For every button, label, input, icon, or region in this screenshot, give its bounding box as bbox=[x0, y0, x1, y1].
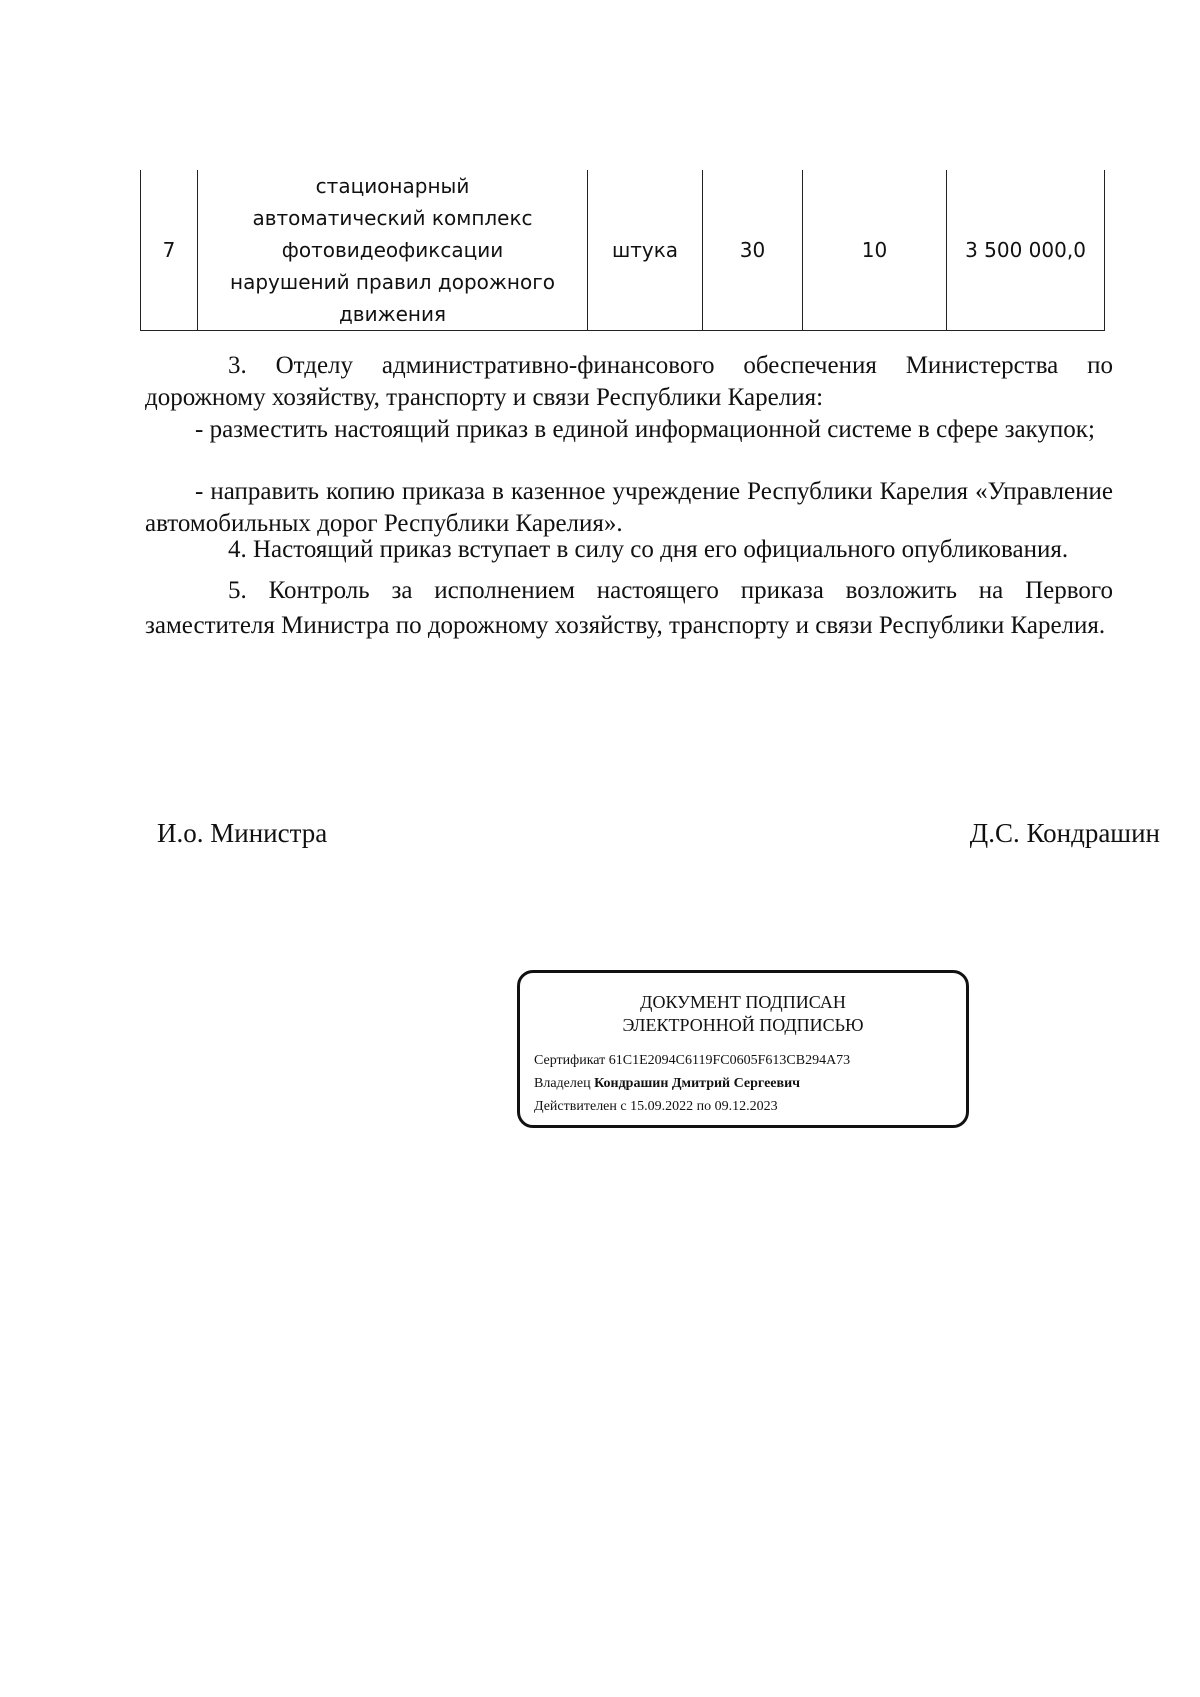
paragraph-3-item-1: - разместить настоящий приказ в единой информационной системе в сфере закупок; bbox=[195, 416, 1095, 443]
valid-to: 09.12.2023 bbox=[714, 1099, 778, 1114]
stamp-title bbox=[520, 991, 966, 1037]
row-quantity-1: 30 bbox=[703, 170, 803, 331]
stamp-title-line-1: ДОКУМЕНТ ПОДПИСАН bbox=[640, 992, 846, 1012]
stamp-owner: Владелец Кондрашин Дмитрий Сергеевич bbox=[534, 1076, 801, 1091]
signatory-position: И.о. Министра bbox=[157, 818, 328, 848]
paragraph-4: 4. Настоящий приказ вступает в силу со дня его официального опубликования. bbox=[228, 536, 1069, 563]
stamp-validity: Действителен с 15.09.2022 по 09.12.2023 bbox=[534, 1099, 778, 1114]
row-unit: штука bbox=[588, 170, 703, 331]
row-item-name: стационарный автоматический комплекс фотовидеофиксации нарушений правил дорожного движения bbox=[198, 170, 588, 331]
paragraph-5: 5. Контроль за исполнением настоящего приказа возложить на Первого заместителя Министра по дорожному хозяйству, транспорту и связи Республики Карелия. bbox=[145, 577, 1113, 639]
row-price: 3 500 000,0 bbox=[947, 170, 1105, 331]
electronic-signature-stamp bbox=[517, 970, 969, 1128]
valid-from: 15.09.2022 bbox=[630, 1099, 694, 1114]
stamp-details bbox=[534, 1049, 850, 1118]
row-number: 7 bbox=[141, 170, 198, 331]
table-row bbox=[141, 170, 1105, 331]
stamp-title-line-2: ЭЛЕКТРОННОЙ ПОДПИСЬЮ bbox=[622, 1015, 864, 1035]
row-quantity-2: 10 bbox=[803, 170, 947, 331]
stamp-certificate: Сертификат 61C1E2094C6119FC0605F613CB294A73 bbox=[534, 1053, 851, 1068]
paragraph-3: 3. Отделу административно-финансового обеспечения Министерства по дорожному хозяйству, транспорту и связи Республики Карелия: bbox=[145, 352, 1113, 411]
owner-value: Кондрашин Дмитрий Сергеевич bbox=[594, 1076, 801, 1091]
items-table bbox=[140, 170, 1105, 331]
paragraph-3-item-2: - направить копию приказа в казенное учреждение Республики Карелия «Управление автомобильных дорог Республики Карелия». bbox=[145, 478, 1113, 537]
signatory-name: Д.С. Кондрашин bbox=[969, 818, 1160, 848]
certificate-value: 61C1E2094C6119FC0605F613CB294A73 bbox=[608, 1053, 851, 1068]
